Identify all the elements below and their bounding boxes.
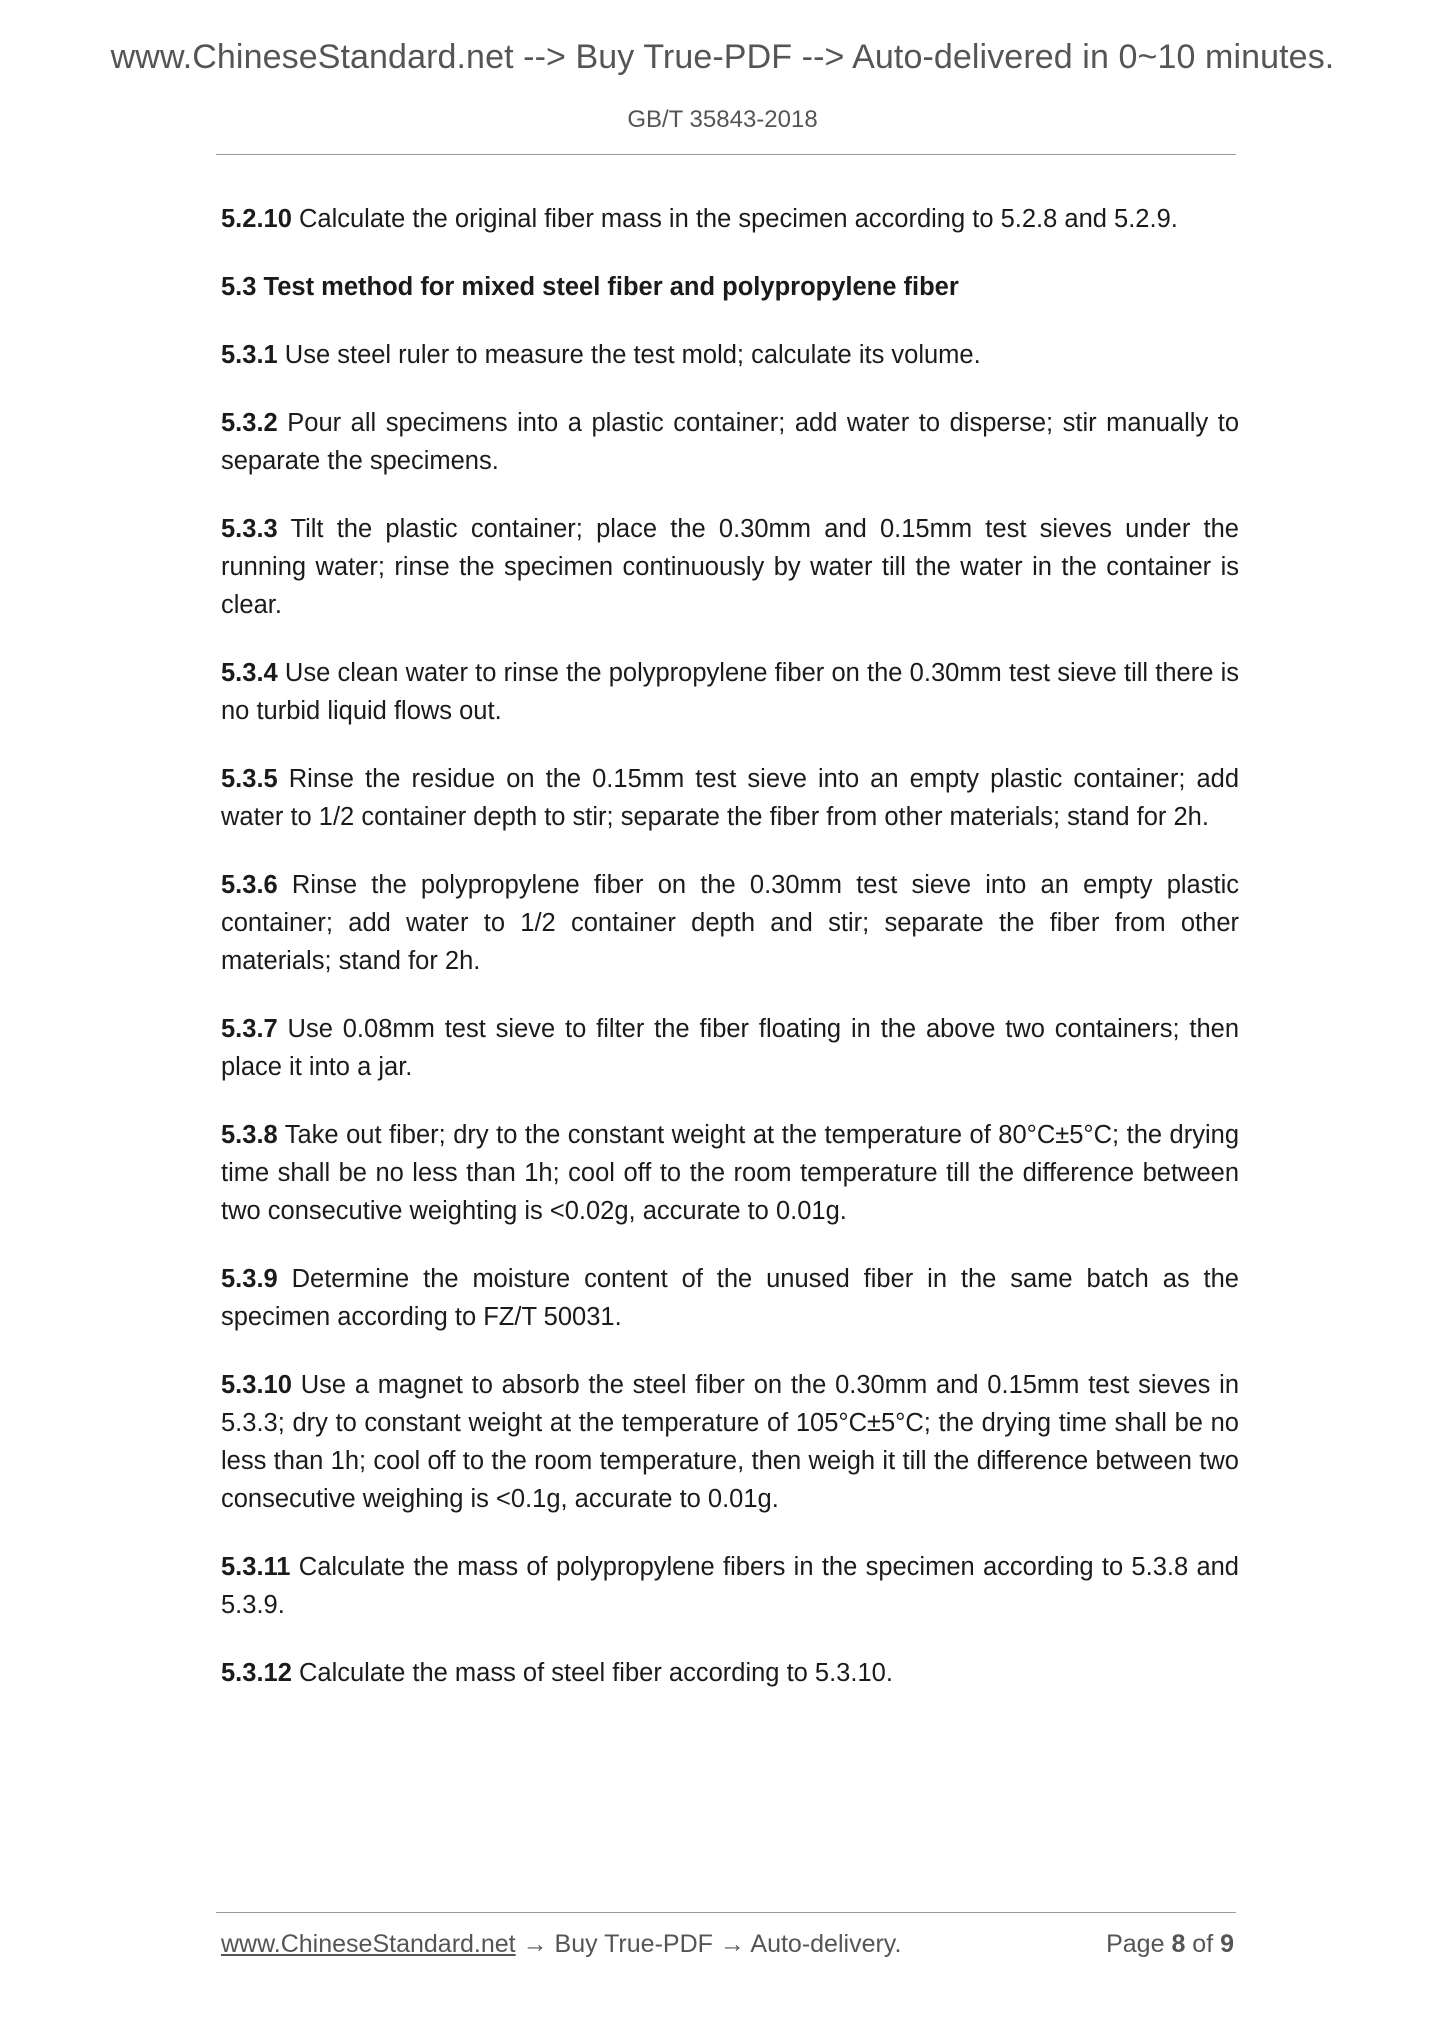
site-banner: www.ChineseStandard.net --> Buy True-PDF --> Auto-delivered in 0~10 minutes. — [110, 38, 1335, 76]
clause-number: 5.3.8 — [221, 1121, 278, 1149]
clause-text: Determine the moisture content of the unused fiber in the same batch as the specimen according to FZ/T 50031. — [221, 1265, 1239, 1331]
page-indicator — [1106, 1930, 1234, 1959]
clause-5-2-10 — [221, 200, 1239, 238]
clause-number: 5.3.3 — [221, 515, 278, 543]
section-heading-5-3: 5.3 Test method for mixed steel fiber and polypropylene fiber — [221, 273, 959, 301]
clause-text: Use a magnet to absorb the steel fiber on the 0.30mm and 0.15mm test sieves in 5.3.3; dry to constant weight at the temperature of 105°C±5°C; the drying time shall be no less than 1h; cool off to the room temperature, then weigh it till the difference between two consecutive weighing is <0.1g, accurate to 0.01g. — [221, 1371, 1239, 1513]
clause-number: 5.3.9 — [221, 1265, 278, 1293]
clause-5-3-2 — [221, 404, 1239, 480]
clause-5-3-11 — [221, 1548, 1239, 1624]
clause-text: Calculate the original fiber mass in the specimen according to 5.2.8 and 5.2.9. — [291, 205, 1178, 233]
clause-number: 5.3.11 — [221, 1553, 291, 1581]
clause-5-3-4 — [221, 654, 1239, 730]
clause-5-3-3 — [221, 510, 1239, 624]
clause-5-3-7 — [221, 1010, 1239, 1086]
clause-text: Calculate the mass of steel fiber according to 5.3.10. — [291, 1659, 893, 1687]
clause-number: 5.3.2 — [221, 409, 278, 437]
footer-divider — [216, 1912, 1236, 1913]
clause-number: 5.3.1 — [221, 341, 278, 369]
current-page-number: 8 — [1171, 1930, 1186, 1958]
clause-text: Use 0.08mm test sieve to filter the fiber floating in the above two containers; then place it into a jar. — [221, 1015, 1239, 1081]
clause-5-3-6 — [221, 866, 1239, 980]
clause-number: 5.3.10 — [221, 1371, 292, 1399]
clause-number: 5.3.7 — [221, 1015, 278, 1043]
clause-number: 5.3.6 — [221, 871, 278, 899]
clause-5-3-9 — [221, 1260, 1239, 1336]
total-pages-number: 9 — [1220, 1930, 1234, 1958]
footer-tagline: → Buy True-PDF → Auto-delivery. — [515, 1930, 902, 1958]
clause-text: Pour all specimens into a plastic container; add water to disperse; stir manually to separate the specimens. — [221, 409, 1239, 475]
page-word: Page — [1106, 1930, 1172, 1958]
clause-text: Take out fiber; dry to the constant weight at the temperature of 80°C±5°C; the drying time shall be no less than 1h; cool off to the room temperature till the difference between two consecutive weighting is <0.02g, accurate to 0.01g. — [221, 1121, 1239, 1225]
clause-5-3-8 — [221, 1116, 1239, 1230]
clause-text: Use steel ruler to measure the test mold; calculate its volume. — [277, 341, 981, 369]
clause-number: 5.3.5 — [221, 765, 278, 793]
clause-text: Use clean water to rinse the polypropylene fiber on the 0.30mm test sieve till there is no turbid liquid flows out. — [221, 659, 1239, 725]
clause-text: Rinse the residue on the 0.15mm test sieve into an empty plastic container; add water to 1/2 container depth to stir; separate the fiber from other materials; stand for 2h. — [221, 765, 1239, 831]
clause-number: 5.2.10 — [221, 205, 292, 233]
clause-5-3-10 — [221, 1366, 1239, 1518]
clause-number: 5.3.4 — [221, 659, 278, 687]
document-body — [221, 200, 1239, 1722]
footer-left — [221, 1930, 901, 1959]
clause-number: 5.3.12 — [221, 1659, 292, 1687]
clause-text: Tilt the plastic container; place the 0.30mm and 0.15mm test sieves under the running water; rinse the specimen continuously by water till the water in the container is clear. — [221, 515, 1239, 619]
clause-5-3-1 — [221, 336, 1239, 374]
clause-text: Rinse the polypropylene fiber on the 0.30mm test sieve into an empty plastic container; add water to 1/2 container depth and stir; separate the fiber from other materials; stand for 2h. — [221, 871, 1239, 975]
clause-5-3-12 — [221, 1654, 1239, 1692]
header-divider — [216, 154, 1236, 155]
standard-code: GB/T 35843-2018 — [627, 106, 818, 133]
clause-5-3-5 — [221, 760, 1239, 836]
site-link[interactable]: www.ChineseStandard.net — [221, 1930, 516, 1958]
of-word: of — [1185, 1930, 1221, 1958]
clause-text: Calculate the mass of polypropylene fibers in the specimen according to 5.3.8 and 5.3.9. — [221, 1553, 1239, 1619]
